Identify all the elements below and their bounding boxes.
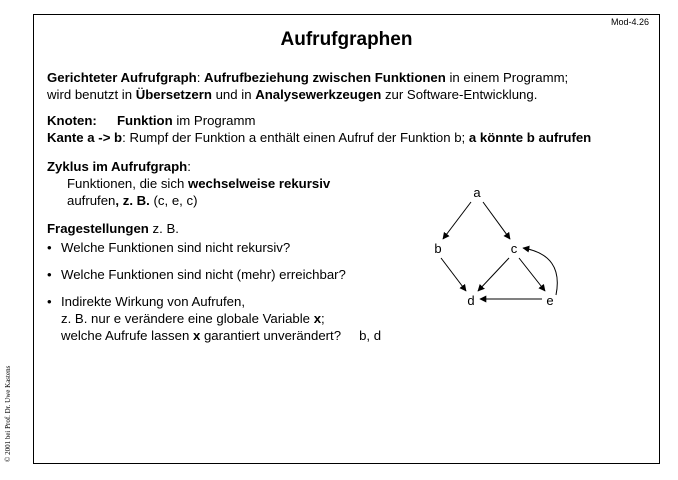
cycle-heading: Zyklus im Aufrufgraph: [47,159,191,174]
edge-c-d [478,258,509,291]
intro-definition: Aufrufbeziehung zwischen Funktionen [204,70,446,85]
question-item-1: • Welche Funktionen sind nicht rekursiv? [47,240,291,255]
graph-node-c: c [510,241,518,256]
nodes-definition: Knoten: Funktion im Programm [47,113,256,128]
cycle-line-2: aufrufen, z. B. (c, e, c) [67,193,198,208]
edge-a-c [483,202,510,239]
graph-node-d: d [467,293,475,308]
nodes-label: Knoten: [47,113,97,128]
bullet-icon: • [47,240,52,255]
edge-b-d [441,258,466,291]
intro-term: Gerichteter Aufrufgraph [47,70,197,85]
call-graph-diagram [34,15,661,465]
bullet-icon: • [47,267,52,282]
intro-line-1: Gerichteter Aufrufgraph: Aufrufbeziehung zwischen Funktionen in einem Programm; [47,70,569,85]
graph-node-a: a [473,185,481,200]
edge-label: Kante a -> b [47,130,123,145]
slide-frame [33,14,660,464]
graph-node-b: b [434,241,442,256]
edge-a-b [443,202,471,239]
slide-title: Aufrufgraphen [280,29,413,50]
question-answer: b, d [359,328,382,343]
edge-c-e [519,258,545,291]
question-item-3: • Indirekte Wirkung von Aufrufen, z. B. nur e verändere eine globale Variable x; welche Aufrufe lassen x garantiert unverändert? b, d [47,294,382,343]
bullet-icon: • [47,294,52,309]
copyright-notice: © 2001 bei Prof. Dr. Uwe Kastens [4,365,12,462]
question-item-2: • Welche Funktionen sind nicht (mehr) erreichbar? [47,267,346,282]
graph-node-e: e [546,293,554,308]
edge-definition: Kante a -> b: Rumpf der Funktion a enthält einen Aufruf der Funktion b; a könnte b aufrufen [47,130,592,145]
intro-line-2: wird benutzt in Übersetzern und in Analysewerkzeugen zur Software-Entwicklung. [47,87,538,102]
slide-id: Mod-4.26 [610,17,649,27]
questions-heading: Fragestellungen z. B. [47,221,179,236]
edge-e-c [523,248,557,295]
cycle-line-1: Funktionen, die sich wechselweise rekursiv [67,176,331,191]
